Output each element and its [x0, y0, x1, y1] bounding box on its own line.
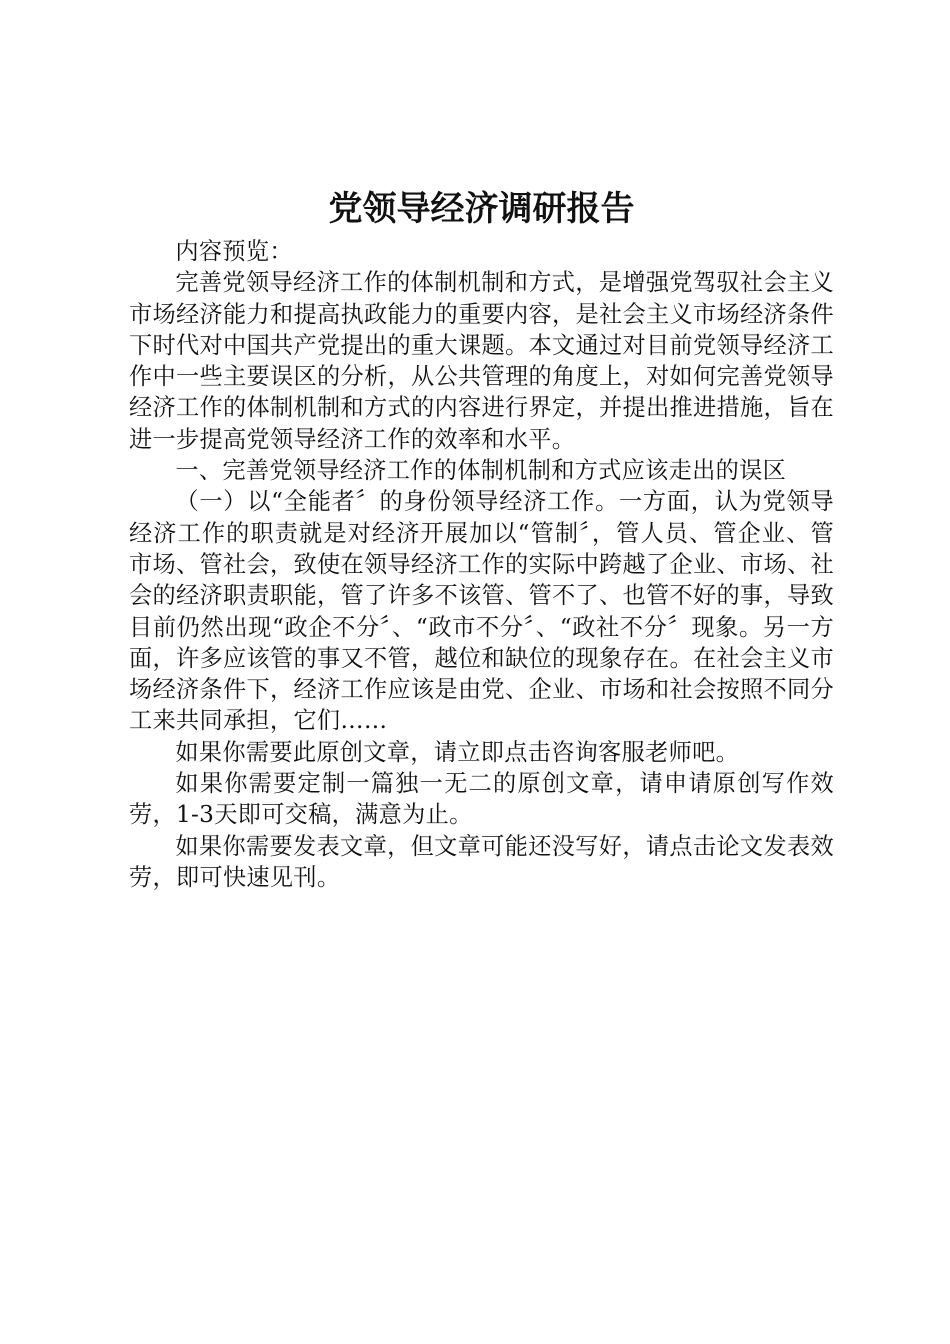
custom-writing-notice: 如果你需要定制一篇独一无二的原创文章，请申请原创写作效劳，1-3天即可交稿，满意为止。: [129, 770, 834, 829]
document-page: [129, 182, 834, 893]
publishing-notice: 如果你需要发表文章，但文章可能还没写好，请点击论文发表效劳，即可快速见刊。: [129, 832, 834, 891]
section-heading: 一、完善党领导经济工作的体制机制和方式应该走出的误区: [175, 457, 787, 485]
body-paragraph: （一）以“全能者〞的身份领导经济工作。一方面，认为党领导经济工作的职责就是对经济开展加以“管制〞，管人员、管企业、管市场、管社会，致使在领导经济工作的实际中跨越了企业、市场、社会的经济职责职能，管了许多不该管、管不了、也管不好的事，导致目前仍然出现“政企不分〞、“政市不分〞、“政社不分〞现象。另一方面，许多应该管的事又不管，越位和缺位的现象存在。在社会主义市场经济条件下，经济工作应该是由党、企业、市场和社会按照不同分工来共同承担，它们……: [129, 488, 834, 735]
abstract-paragraph: 完善党领导经济工作的体制机制和方式，是增强党驾驭社会主义市场经济能力和提高执政能力的重要内容，是社会主义市场经济条件下时代对中国共产党提出的重大课题。本文通过对目前党领导经济工作中一些主要误区的分析，从公共管理的角度上，对如何完善党领导经济工作的体制机制和方式的内容进行界定，并提出推进措施，旨在进一步提高党领导经济工作的效率和水平。: [129, 269, 834, 453]
preview-label: 内容预览：: [175, 238, 293, 265]
document-title: 党领导经济调研报告: [328, 189, 635, 229]
consult-notice: 如果你需要此原创文章，请立即点击咨询客服老师吧。: [175, 738, 740, 766]
